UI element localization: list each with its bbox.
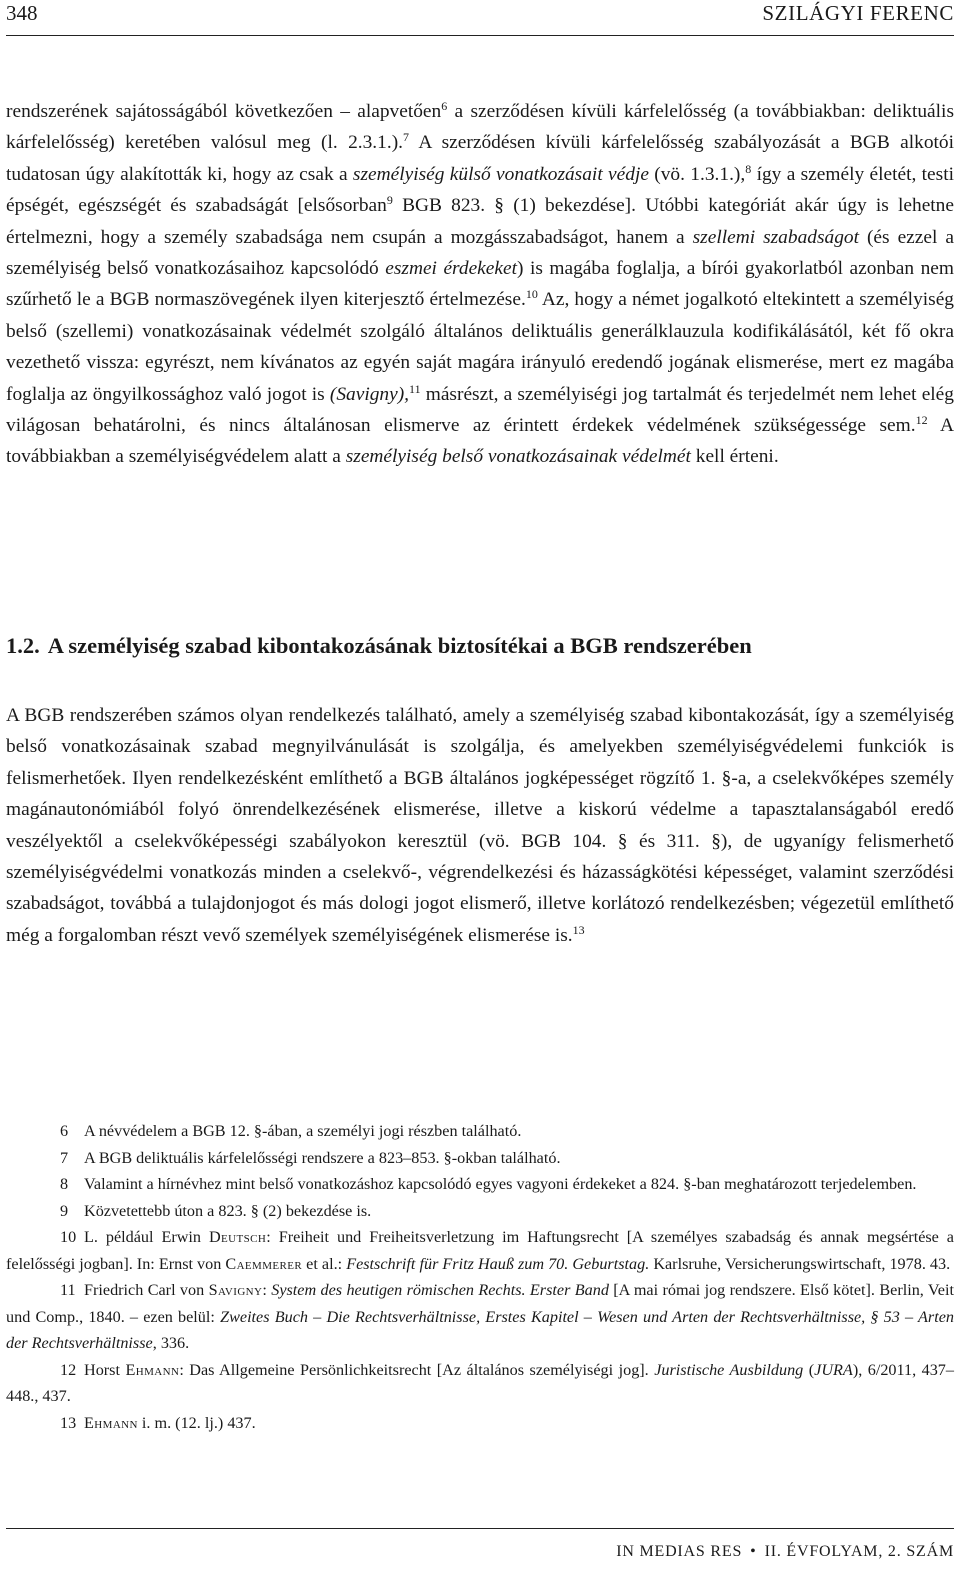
header-rule xyxy=(6,35,954,36)
footnote-12: 12 Horst Ehmann: Das Allgemeine Persönlichkeitsrecht [Az általános személyiségi jog]. Juristische Ausbildung (JURA), 6/2011, 437–448., 437. xyxy=(6,1360,954,1405)
footnote-9: 9 Közvetettebb úton a 823. § (2) bekezdése is. xyxy=(60,1201,372,1220)
footnote-ref-12[interactable]: 12 xyxy=(915,413,928,428)
footer-rule xyxy=(6,1528,954,1529)
footnote-6: 6 A névvédelem a BGB 12. §-ában, a személyi jogi részben található. xyxy=(60,1122,522,1140)
footnote-7: 7 A BGB deliktuális kárfelelősségi rendszere a 823–853. §-okban található. xyxy=(60,1148,561,1167)
footnote-ref-11[interactable]: 11 xyxy=(409,381,421,396)
author-name: SZILÁGYI FERENC xyxy=(762,1,954,25)
footnote-13: 13 Ehmann i. m. (12. lj.) 437. xyxy=(60,1413,256,1432)
running-footer xyxy=(616,1543,954,1561)
footnote-ref-13[interactable]: 13 xyxy=(572,922,585,937)
footnote-ref-6[interactable]: 6 xyxy=(441,99,448,113)
journal-name: IN MEDIAS RES xyxy=(616,1543,743,1560)
footnote-8: 8 Valamint a hírnévhez mint belső vonatkozáshoz kapcsolódó egyes vagyoni érdekeket a 824. §-ban meghatározott terjedelemben. xyxy=(60,1175,917,1193)
section-title: A személyiség szabad kibontakozásának biztosítékai a BGB rendszerében xyxy=(47,633,752,658)
body-paragraph-1: rendszerének sajátosságából következően – alapvetően$^6$ a szerződésen kívüli kárfelelősség (a továbbiakban: deliktuális kárfelelősség) keretében valósul meg (l. 2.3.1.).$^7$ A szerződésen kívüli kárfelelősség szabályozását a BGB alkotói tudatosan úgy alakították ki, hogy az csak a személyiség külső vonatkozásait védje (vö. 1.3.1.),$^8$ így a személy életét, testi épségét, egészségét és szabadságát [elsősorban$^9$ BGB 823. § (1) bekezdése]. Utóbbi kategóriát akár úgy is lehetne értelmezni, hogy a személy szabadsága nem csupán a mozgásszabadságot, hanem a szellemi szabadságot (és ezzel a személyiség belső vonatkozásaihoz kapcsolódó eszmei érdekeket) is magába foglalja, a bírói gyakorlatból azonban nem szűrhető le a BGB normaszövegének ilyen kiterjesztő értelmezése.$^{10}$ Az, hogy a német jogalkotó eltekintett a személyiség belső (szellemi) vonatkozásainak védelmét szolgáló általános deliktuális generálklauzula kodifikálásától, két fő okra vezethető vissza: egyrészt, nem kívánatos az egyén saját magára irányuló eredendő jogának elismerése, mert ez magába foglalja az öngyilkossághoz való jogot is (Savigny),$^{11}$ másrészt, a személyiségi jog tartalmát és terjedelmét nem lehet elég világosan behatárolni, és nincs általánosan elismerve az érintett érdekek védelmének szükségessége sem.$^{12}$ A továbbiakban a személyiségvédelem alatt a személyiség belső vonatkozásainak védelmét kell érteni. xyxy=(6,99,955,468)
footnote-11: 11 Friedrich Carl von Savigny: System des heutigen römischen Rechts. Erster Band [A mai római jog rendszere. Első kötet]. Berlin, Veit und Comp., 1840. – ezen belül: Zweites Buch – Die Rechtsverhältnisse, Erstes Kapitel – Wesen und Arten der Rechtsverhältnisse, § 53 – Arten der Rechtsverhältnisse, 336. xyxy=(6,1281,954,1352)
footnotes xyxy=(6,1118,954,1436)
bullet-separator: • xyxy=(750,1543,757,1560)
body-paragraph-2: A BGB rendszerében számos olyan rendelkezés található, amely a személyiség szabad kibontakozását, így a személyiség belső vonatkozásainak szabad megnyilvánulását is szolgálja, és amelyekben személyiségvédelemi funkciók is felismerhetőek. Ilyen rendelkezésként említhető a BGB általános jogképességet rögzítő 1. §-a, a cselekvőképes személy magánautonómiából folyó önrendelkezésének elismerése, illetve a kiskorú védelme a tapasztalanságaból eredő veszélyektől a cselekvőképességi szabályokon keresztül (vö. BGB 104. § és 311. §), de ugyanígy felismerhető személyiségvédelmi vonatkozás minden a cselekvő-, végrendelkezési és házasságkötési képességet, valamint szerződési szabadságot, továbbá a tulajdonjogot és más dologi jogot elismerő, illetve korlátozó rendelkezésben; végezetül említhető még a forgalomban részt vevő személyek személyiségének elismerése is.$^{13}$ xyxy=(6,705,954,946)
volume-info: II. ÉVFOLYAM, 2. SZÁM xyxy=(764,1543,954,1560)
footnote-ref-8[interactable]: 8 xyxy=(745,161,752,176)
section-number: 1.2. xyxy=(6,633,40,658)
footnote-ref-7[interactable]: 7 xyxy=(403,130,410,145)
footnote-ref-9[interactable]: 9 xyxy=(386,193,393,208)
running-header xyxy=(6,0,954,30)
section-heading xyxy=(6,633,752,659)
page-number: 348 xyxy=(6,1,38,25)
footnote-10: 10 L. például Erwin Deutsch: Freiheit und Freiheitsverletzung im Haftungsrecht [A személyes szabadság és annak megsértése a felelősségi jogban]. In: Ernst von Caemmerer et al.: Festschrift für Fritz Hauß zum 70. Geburtstag. Karlsruhe, Versicherungswirtschaft, 1978. 43. xyxy=(6,1228,954,1273)
footnote-ref-10[interactable]: 10 xyxy=(525,287,538,302)
